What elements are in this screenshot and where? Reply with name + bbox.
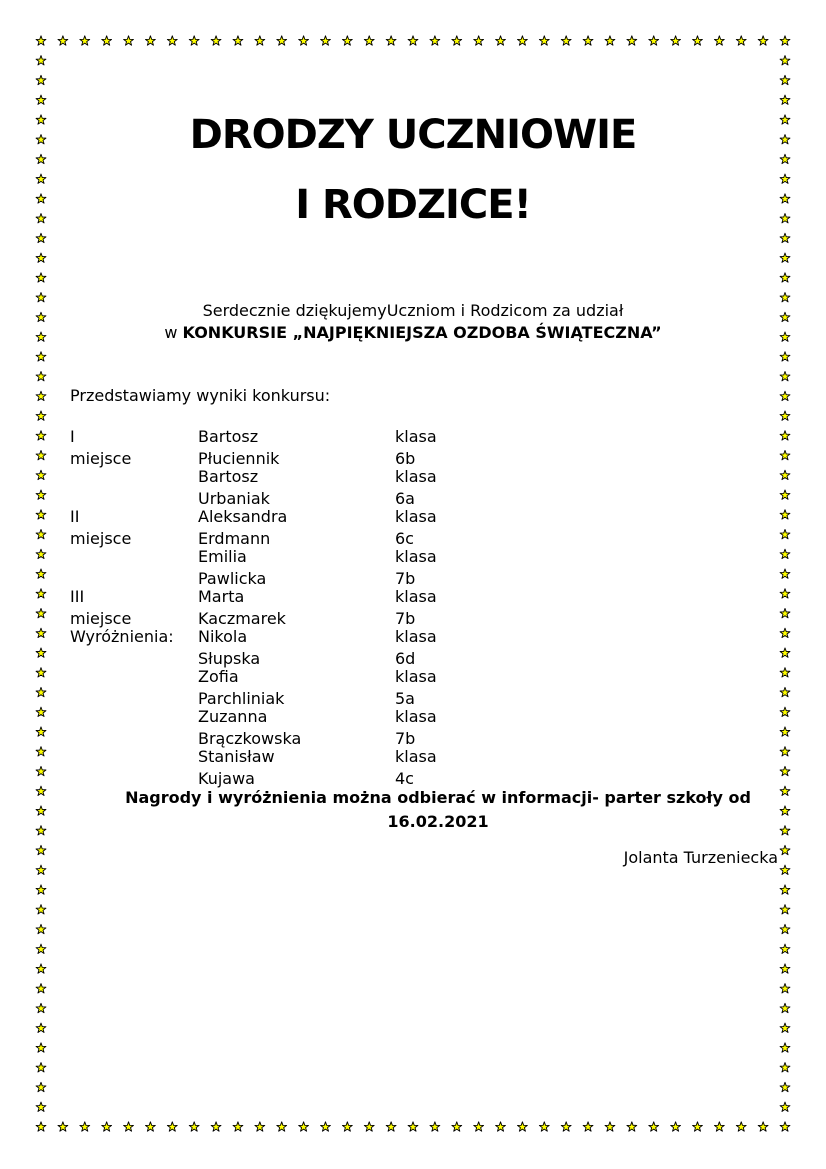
star-outline-icon bbox=[36, 273, 46, 282]
star-outline-icon bbox=[36, 826, 46, 835]
star-outline-icon bbox=[714, 36, 724, 45]
star-outline-icon bbox=[36, 371, 46, 380]
star-outline-icon bbox=[167, 36, 177, 45]
star-outline-icon bbox=[36, 470, 46, 479]
star-outline-icon bbox=[36, 1023, 46, 1032]
star-outline-icon bbox=[736, 1122, 746, 1131]
result-name: Bartosz Płuciennik bbox=[198, 427, 280, 468]
star-outline-icon bbox=[780, 707, 790, 716]
star-outline-icon bbox=[36, 905, 46, 914]
star-outline-icon bbox=[102, 36, 112, 45]
star-outline-icon bbox=[430, 1122, 440, 1131]
result-class: klasa 6a bbox=[395, 467, 437, 508]
result-class: klasa 6d bbox=[395, 627, 437, 668]
star-outline-icon bbox=[36, 391, 46, 400]
star-outline-icon bbox=[342, 1122, 352, 1131]
star-outline-icon bbox=[605, 1122, 615, 1131]
star-outline-icon bbox=[780, 273, 790, 282]
star-outline-icon bbox=[780, 885, 790, 894]
star-outline-icon bbox=[36, 1122, 46, 1131]
result-name: Nikola Słupska bbox=[198, 627, 261, 668]
prize-note-date: 16.02.2021 bbox=[387, 812, 489, 831]
star-outline-icon bbox=[649, 36, 659, 45]
star-outline-icon bbox=[36, 687, 46, 696]
result-name: Aleksandra Erdmann bbox=[198, 507, 288, 548]
star-outline-icon bbox=[627, 36, 637, 45]
star-outline-icon bbox=[780, 924, 790, 933]
star-outline-icon bbox=[36, 885, 46, 894]
star-outline-icon bbox=[780, 727, 790, 736]
contest-name: KONKURSIE „NAJPIĘKNIEJSZA OZDOBA ŚWIĄTECZNA” bbox=[182, 323, 662, 342]
intro-line-1: Serdecznie dziękujemyUczniom i Rodzicom za udział bbox=[202, 301, 624, 320]
star-outline-icon bbox=[386, 1122, 396, 1131]
star-outline-icon bbox=[189, 1122, 199, 1131]
star-outline-icon bbox=[780, 569, 790, 578]
result-class: klasa 5a bbox=[395, 667, 437, 708]
star-outline-icon bbox=[36, 786, 46, 795]
star-outline-icon bbox=[36, 1102, 46, 1111]
star-outline-icon bbox=[780, 984, 790, 993]
star-outline-icon bbox=[780, 470, 790, 479]
star-outline-icon bbox=[36, 924, 46, 933]
page-title-line-1: DRODZY UCZNIOWIE bbox=[189, 112, 637, 158]
star-outline-icon bbox=[780, 450, 790, 459]
result-name: Emilia Pawlicka bbox=[198, 547, 267, 588]
star-outline-icon bbox=[780, 747, 790, 756]
star-outline-icon bbox=[36, 589, 46, 598]
star-outline-icon bbox=[36, 608, 46, 617]
star-outline-icon bbox=[780, 1003, 790, 1012]
star-outline-icon bbox=[780, 905, 790, 914]
result-class: klasa 7b bbox=[395, 547, 437, 588]
star-outline-icon bbox=[780, 233, 790, 242]
star-outline-icon bbox=[780, 391, 790, 400]
star-outline-icon bbox=[627, 1122, 637, 1131]
star-outline-icon bbox=[255, 36, 265, 45]
star-outline-icon bbox=[780, 1063, 790, 1072]
star-outline-icon bbox=[36, 806, 46, 815]
star-outline-icon bbox=[780, 1043, 790, 1052]
star-outline-icon bbox=[36, 944, 46, 953]
star-outline-icon bbox=[36, 450, 46, 459]
star-outline-icon bbox=[539, 36, 549, 45]
star-outline-icon bbox=[58, 36, 68, 45]
prize-note-line-1: Nagrody i wyróżnienia można odbierać w informacji- parter szkoły od bbox=[125, 788, 751, 807]
star-outline-icon bbox=[714, 1122, 724, 1131]
intro-line-2 bbox=[0, 322, 826, 344]
star-outline-icon bbox=[780, 589, 790, 598]
star-outline-icon bbox=[364, 36, 374, 45]
star-outline-icon bbox=[780, 95, 790, 104]
star-outline-icon bbox=[211, 36, 221, 45]
star-outline-icon bbox=[780, 1082, 790, 1091]
star-outline-icon bbox=[299, 36, 309, 45]
star-outline-icon bbox=[36, 628, 46, 637]
star-outline-icon bbox=[693, 36, 703, 45]
star-outline-icon bbox=[36, 845, 46, 854]
result-class: klasa 6b bbox=[395, 427, 437, 468]
star-outline-icon bbox=[408, 1122, 418, 1131]
star-outline-icon bbox=[780, 431, 790, 440]
star-outline-icon bbox=[517, 1122, 527, 1131]
star-outline-icon bbox=[780, 529, 790, 538]
star-outline-icon bbox=[36, 1043, 46, 1052]
star-outline-icon bbox=[36, 490, 46, 499]
star-outline-icon bbox=[452, 36, 462, 45]
star-outline-icon bbox=[342, 36, 352, 45]
star-outline-icon bbox=[36, 766, 46, 775]
result-class: klasa 7b bbox=[395, 707, 437, 748]
star-outline-icon bbox=[36, 36, 46, 45]
results-intro: Przedstawiamy wyniki konkursu: bbox=[70, 386, 331, 405]
star-outline-icon bbox=[124, 1122, 134, 1131]
prize-note bbox=[100, 786, 776, 834]
star-outline-icon bbox=[693, 1122, 703, 1131]
star-outline-icon bbox=[452, 1122, 462, 1131]
star-outline-icon bbox=[277, 36, 287, 45]
result-place: Wyróżnienia: bbox=[70, 627, 174, 646]
result-place: II miejsce bbox=[70, 507, 132, 548]
star-outline-icon bbox=[780, 549, 790, 558]
star-outline-icon bbox=[736, 36, 746, 45]
star-outline-icon bbox=[299, 1122, 309, 1131]
star-outline-icon bbox=[124, 36, 134, 45]
page-title-line-2: I RODZICE! bbox=[295, 182, 531, 228]
star-outline-icon bbox=[36, 529, 46, 538]
star-outline-icon bbox=[36, 1003, 46, 1012]
result-name: Zofia Parchliniak bbox=[198, 667, 285, 708]
star-outline-icon bbox=[36, 253, 46, 262]
result-class: klasa 7b bbox=[395, 587, 437, 628]
result-class: klasa 6c bbox=[395, 507, 437, 548]
star-outline-icon bbox=[36, 411, 46, 420]
star-outline-icon bbox=[36, 569, 46, 578]
star-outline-icon bbox=[780, 628, 790, 637]
star-outline-icon bbox=[561, 36, 571, 45]
star-outline-icon bbox=[36, 707, 46, 716]
star-outline-icon bbox=[233, 1122, 243, 1131]
star-outline-icon bbox=[364, 1122, 374, 1131]
star-outline-icon bbox=[780, 608, 790, 617]
star-outline-icon bbox=[167, 1122, 177, 1131]
star-outline-icon bbox=[36, 431, 46, 440]
star-outline-icon bbox=[561, 1122, 571, 1131]
star-outline-icon bbox=[36, 984, 46, 993]
star-outline-icon bbox=[474, 36, 484, 45]
star-outline-icon bbox=[780, 253, 790, 262]
result-name: Bartosz Urbaniak bbox=[198, 467, 270, 508]
star-outline-icon bbox=[605, 36, 615, 45]
star-outline-icon bbox=[583, 1122, 593, 1131]
star-outline-icon bbox=[386, 36, 396, 45]
star-outline-icon bbox=[517, 36, 527, 45]
star-outline-icon bbox=[321, 1122, 331, 1131]
star-outline-icon bbox=[211, 1122, 221, 1131]
star-outline-icon bbox=[780, 490, 790, 499]
star-outline-icon bbox=[496, 36, 506, 45]
star-outline-icon bbox=[36, 648, 46, 657]
star-outline-icon bbox=[496, 1122, 506, 1131]
star-outline-icon bbox=[758, 36, 768, 45]
star-outline-icon bbox=[780, 944, 790, 953]
signature: Jolanta Turzeniecka bbox=[623, 848, 778, 867]
star-outline-icon bbox=[780, 806, 790, 815]
star-outline-icon bbox=[780, 1023, 790, 1032]
star-outline-icon bbox=[780, 845, 790, 854]
star-outline-icon bbox=[80, 1122, 90, 1131]
star-outline-icon bbox=[780, 510, 790, 519]
star-outline-icon bbox=[36, 549, 46, 558]
star-outline-icon bbox=[780, 1102, 790, 1111]
star-outline-icon bbox=[145, 1122, 155, 1131]
star-outline-icon bbox=[671, 36, 681, 45]
result-name: Zuzanna Brączkowska bbox=[198, 707, 302, 748]
star-outline-icon bbox=[780, 766, 790, 775]
star-outline-icon bbox=[36, 75, 46, 84]
star-outline-icon bbox=[277, 1122, 287, 1131]
result-class: klasa 4c bbox=[395, 747, 437, 788]
star-outline-icon bbox=[780, 648, 790, 657]
star-outline-icon bbox=[36, 747, 46, 756]
star-outline-icon bbox=[36, 352, 46, 361]
star-outline-icon bbox=[408, 36, 418, 45]
star-outline-icon bbox=[58, 1122, 68, 1131]
result-name: Stanisław Kujawa bbox=[198, 747, 275, 788]
star-outline-icon bbox=[780, 786, 790, 795]
intro-prefix: w bbox=[164, 323, 183, 342]
star-outline-icon bbox=[780, 1122, 790, 1131]
star-outline-icon bbox=[780, 826, 790, 835]
star-outline-icon bbox=[102, 1122, 112, 1131]
star-outline-icon bbox=[780, 687, 790, 696]
star-outline-icon bbox=[539, 1122, 549, 1131]
star-outline-icon bbox=[780, 56, 790, 65]
star-outline-icon bbox=[189, 36, 199, 45]
star-outline-icon bbox=[780, 352, 790, 361]
star-outline-icon bbox=[780, 411, 790, 420]
star-outline-icon bbox=[36, 727, 46, 736]
result-name: Marta Kaczmarek bbox=[198, 587, 286, 628]
result-place: III miejsce bbox=[70, 587, 132, 628]
star-outline-icon bbox=[36, 510, 46, 519]
star-outline-icon bbox=[780, 964, 790, 973]
star-outline-icon bbox=[780, 36, 790, 45]
star-outline-icon bbox=[36, 56, 46, 65]
star-outline-icon bbox=[145, 36, 155, 45]
star-outline-icon bbox=[36, 964, 46, 973]
star-outline-icon bbox=[758, 1122, 768, 1131]
star-outline-icon bbox=[474, 1122, 484, 1131]
star-outline-icon bbox=[321, 36, 331, 45]
star-outline-icon bbox=[36, 668, 46, 677]
star-outline-icon bbox=[780, 865, 790, 874]
star-outline-icon bbox=[36, 1063, 46, 1072]
star-outline-icon bbox=[780, 668, 790, 677]
star-outline-icon bbox=[80, 36, 90, 45]
star-outline-icon bbox=[780, 371, 790, 380]
star-outline-icon bbox=[780, 75, 790, 84]
star-outline-icon bbox=[36, 865, 46, 874]
star-outline-icon bbox=[255, 1122, 265, 1131]
star-outline-icon bbox=[671, 1122, 681, 1131]
star-outline-icon bbox=[36, 95, 46, 104]
star-outline-icon bbox=[649, 1122, 659, 1131]
star-outline-icon bbox=[36, 1082, 46, 1091]
star-outline-icon bbox=[583, 36, 593, 45]
star-outline-icon bbox=[233, 36, 243, 45]
result-place: I miejsce bbox=[70, 427, 132, 468]
star-outline-icon bbox=[430, 36, 440, 45]
star-outline-icon bbox=[36, 233, 46, 242]
